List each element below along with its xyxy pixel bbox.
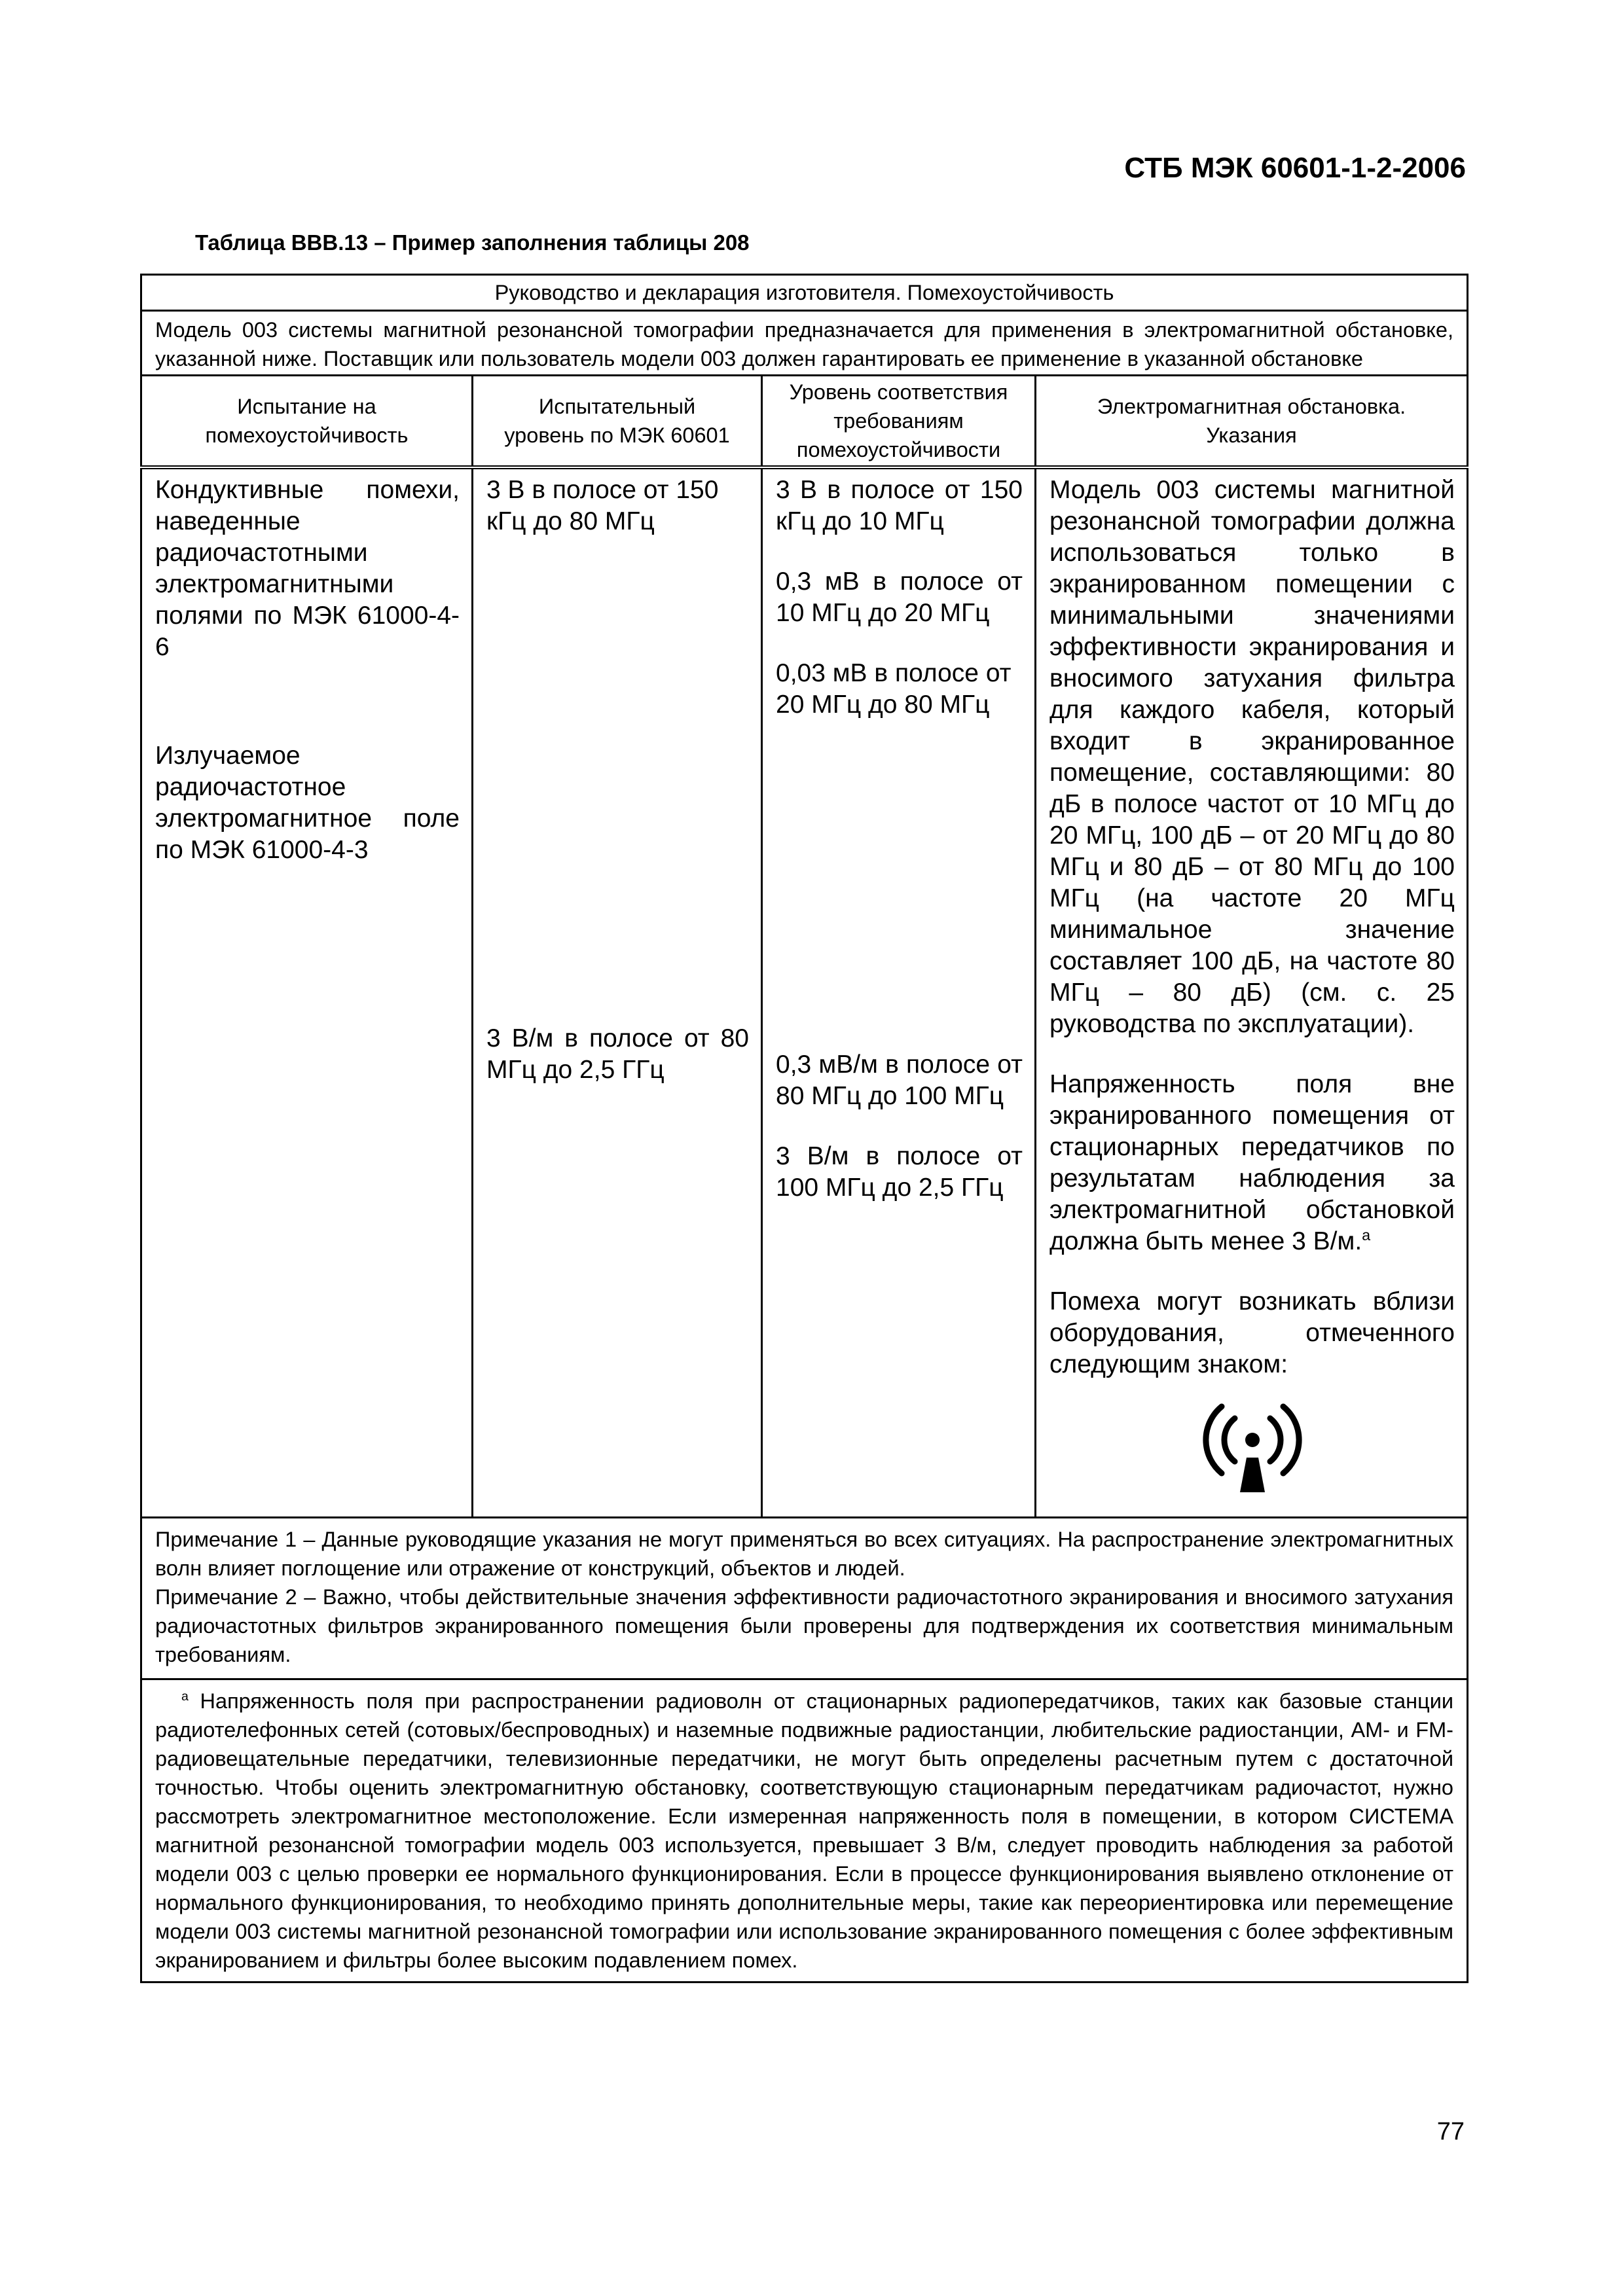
notes-cell	[141, 1518, 1468, 1679]
column-header-compliance: Уровень соответствия требованиям помехоустойчивости	[762, 376, 1036, 468]
footnote-mark: а	[181, 1689, 189, 1704]
test-name-radiated: Излучаемое радиочастотное электромагнитное поле по МЭК 61000-4-3	[155, 742, 460, 864]
table-title-row: Руководство и декларация изготовителя. Помехоустойчивость	[141, 275, 1468, 311]
column-header-environment: Электромагнитная обстановка. Указания	[1036, 376, 1468, 468]
immunity-table	[140, 274, 1468, 1983]
environment-radiated-2: Помеха могут возникать вблизи оборудования, отмеченного следующим знаком:	[1049, 1287, 1455, 1378]
compliance-conducted-3: 0,03 мВ в полосе от 20 МГц до 80 МГц	[776, 659, 1012, 719]
test-level-radiated: 3 В/м в полосе от 80 МГц до 2,5 ГГц	[486, 1024, 749, 1084]
page-number: 77	[1436, 2118, 1465, 2145]
environment-radiated-1: Напряженность поля вне экранированного помещения от стационарных передатчиков по результатам наблюдения за электромагнитной обстановкой должна быть менее 3 В/м.$^а$	[1049, 1070, 1455, 1255]
footnote-text: Напряженность поля при распространении радиоволн от стационарных радиопередатчиков, таких как базовые станции радиотелефонных сетей (сотовых/беспроводных) и наземные подвижные радиостанции, любительские радиостанции, АМ- и FM-радиовещательные передатчики, телевизионные передатчики, не могут быть определены расчетным путем с достаточной точностью. Чтобы оценить электромагнитную обстановку, соответствующую стационарным передатчикам радиочастот, нужно рассмотреть электромагнитное местоположение. Если измеренная напряженность поля в помещении, в котором СИСТЕМА магнитной резонансной томографии модель 003 используется, превышает 3 В/м, следует проводить наблюдения за работой модели 003 с целью проверки ее нормального функционирования. Если в процессе функционирования выявлено отклонение от нормального функционирования, то необходимо принять дополнительные меры, такие как переориентировка или перемещение модели 003 системы магнитной резонансной томографии или использование экранированного помещения с более эффективным экранированием и фильтры более высоким подавлением помех.	[155, 1689, 1454, 1972]
compliance-conducted-1: 3 В в полосе от 150 кГц до 10 МГц	[776, 476, 1023, 535]
non-ionizing-radiation-icon	[1049, 1397, 1455, 1503]
compliance-conducted-2: 0,3 мВ в полосе от 10 МГц до 20 МГц	[776, 567, 1023, 627]
table-row	[141, 467, 1468, 1518]
compliance-radiated-2: 3 В/м в полосе от 100 МГц до 2,5 ГГц	[776, 1142, 1023, 1202]
standard-code-header: СТБ МЭК 60601-1-2-2006	[1124, 152, 1466, 184]
environment-conducted: Модель 003 системы магнитной резонансной томографии должна использоваться только в экранированном помещении с минимальными значениями эффективности экранирования и вносимого затухания фильтра для каждого кабеля, который входит в экранированное помещение, составляющими: 80 дБ в полосе частот от 10 МГц до 20 МГц, 100 дБ – от 20 МГц до 80 МГц и 80 дБ – от 80 МГц до 100 МГц (на частоте 20 МГц минимальное значение составляет 100 дБ, на частоте 80 МГц – 80 дБ) (см. с. 25 руководства по эксплуатации).	[1049, 476, 1455, 1038]
note-2: Примечание 2 – Важно, чтобы действительные значения эффективности радиочастотного экранирования и вносимого затухания радиочастотных фильтров экранированного помещения были проверены для подтверждения их соответствия минимальным требованиям.	[155, 1585, 1453, 1666]
test-level-conducted: 3 В в полосе от 150 кГц до 80 МГц	[486, 476, 719, 535]
table-caption: Таблица ВВВ.13 – Пример заполнения таблицы 208	[195, 230, 750, 255]
footnote-cell	[141, 1679, 1468, 1982]
column-header-test: Испытание на помехоустойчивость	[141, 376, 473, 468]
test-name-conducted: Кондуктивные помехи, наведенные радиочастотными электромагнитными полями по МЭК 61000-4-6	[155, 476, 460, 661]
compliance-radiated-1: 0,3 мВ/м в полосе от 80 МГц до 100 МГц	[776, 1050, 1023, 1110]
note-1: Примечание 1 – Данные руководящие указания не могут применяться во всех ситуациях. На распространение электромагнитных волн влияет поглощение или отражение от конструкций, объектов и людей.	[155, 1528, 1453, 1580]
column-header-test-level: Испытательный уровень по МЭК 60601	[473, 376, 762, 468]
table-intro: Модель 003 системы магнитной резонансной томографии предназначается для применения в электромагнитной обстановке, указанной ниже. Поставщик или пользователь модели 003 должен гарантировать ее применение в указанной обстановке	[141, 311, 1468, 376]
